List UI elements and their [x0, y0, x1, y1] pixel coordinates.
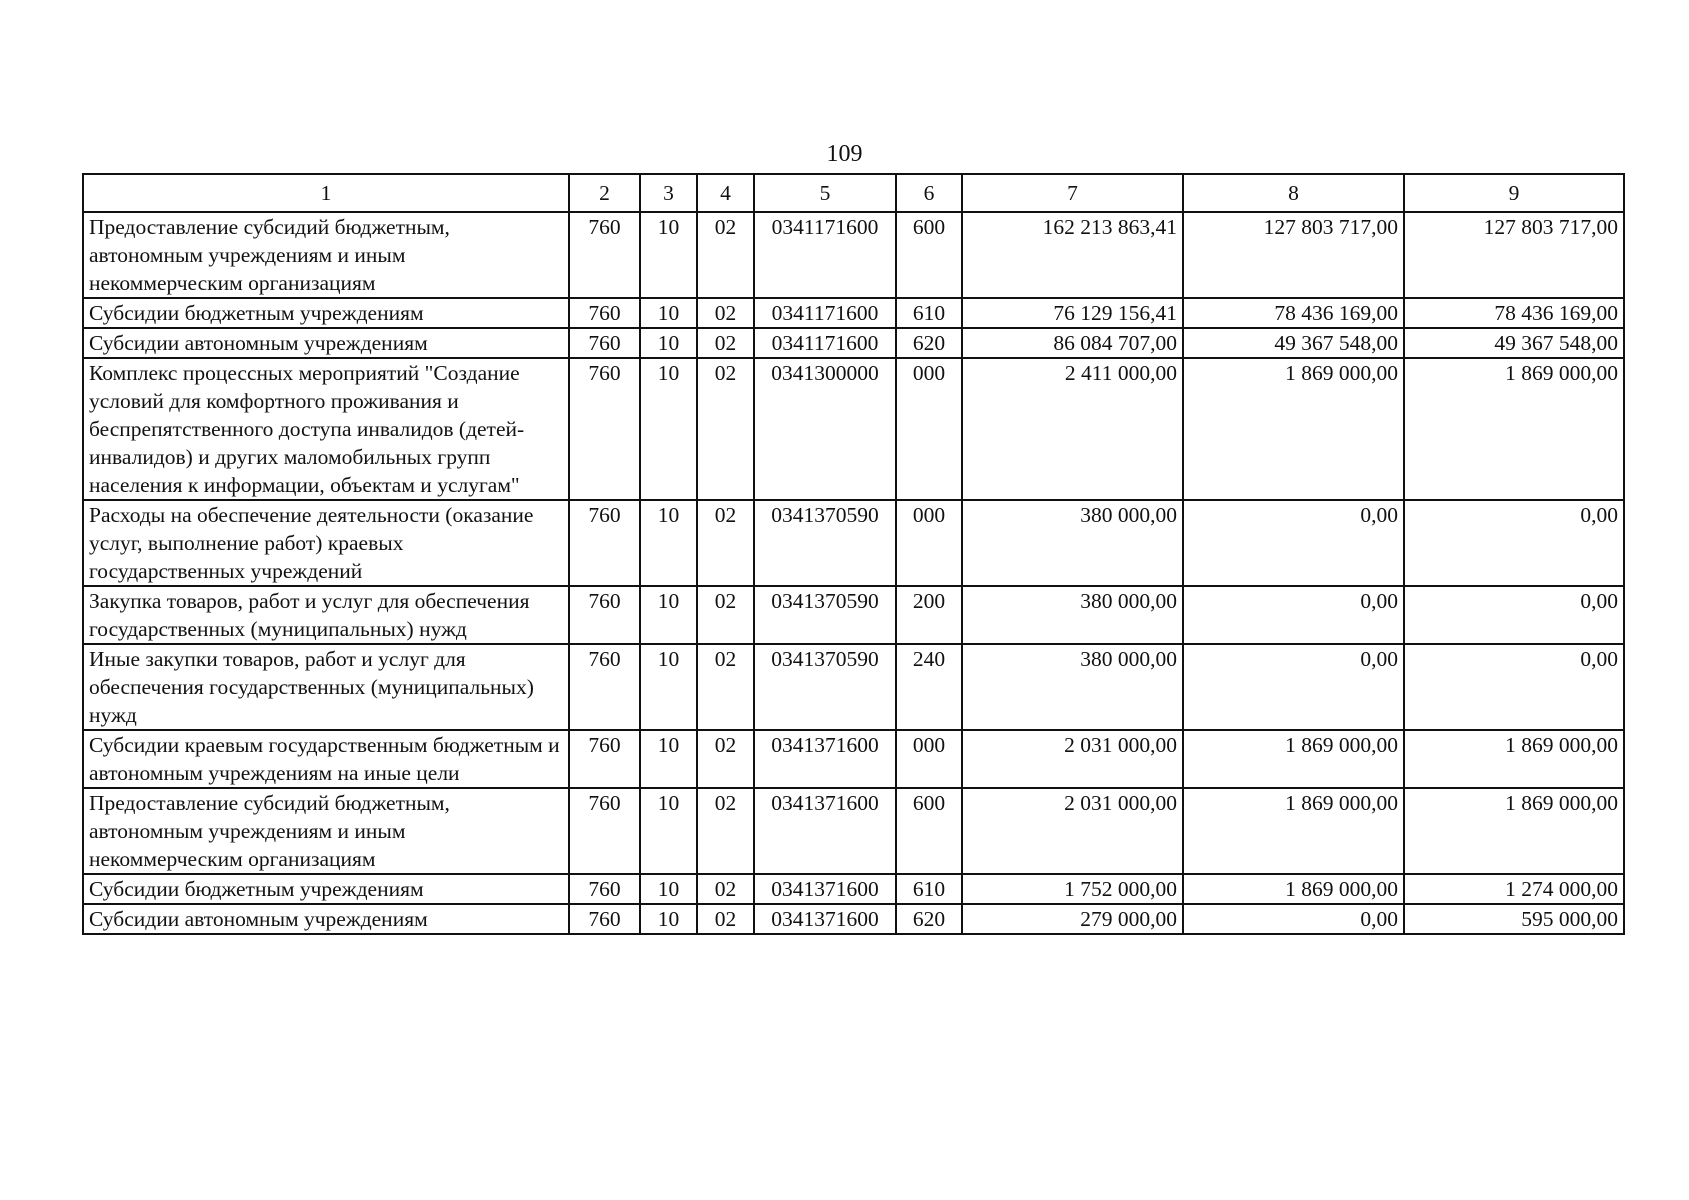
column-header: 9: [1404, 174, 1624, 212]
ministry-code: 760: [569, 500, 640, 586]
table-row: [83, 586, 1624, 644]
row-name: Расходы на обеспечение деятельности (оказание услуг, выполнение работ) краевых государственных учреждений: [83, 500, 569, 586]
subsection-code: 02: [697, 904, 754, 934]
target-article-code: 0341171600: [754, 328, 896, 358]
column-header: 4: [697, 174, 754, 212]
row-name: Субсидии краевым государственным бюджетным и автономным учреждениям на иные цели: [83, 730, 569, 788]
amount-col8: 1 869 000,00: [1183, 358, 1404, 500]
ministry-code: 760: [569, 358, 640, 500]
amount-col8: 0,00: [1183, 904, 1404, 934]
section-code: 10: [640, 874, 697, 904]
target-article-code: 0341370590: [754, 500, 896, 586]
target-article-code: 0341171600: [754, 212, 896, 298]
row-name: Иные закупки товаров, работ и услуг для обеспечения государственных (муниципальных) нужд: [83, 644, 569, 730]
amount-col8: 0,00: [1183, 644, 1404, 730]
target-article-code: 0341171600: [754, 298, 896, 328]
amount-col7: 2 031 000,00: [962, 788, 1183, 874]
expense-type-code: 620: [896, 328, 962, 358]
subsection-code: 02: [697, 358, 754, 500]
amount-col8: 0,00: [1183, 500, 1404, 586]
column-header: 3: [640, 174, 697, 212]
subsection-code: 02: [697, 328, 754, 358]
row-name: Субсидии автономным учреждениям: [83, 328, 569, 358]
amount-col9: 595 000,00: [1404, 904, 1624, 934]
amount-col9: 0,00: [1404, 500, 1624, 586]
section-code: 10: [640, 644, 697, 730]
column-header: 6: [896, 174, 962, 212]
expense-type-code: 600: [896, 788, 962, 874]
row-name: Субсидии автономным учреждениям: [83, 904, 569, 934]
target-article-code: 0341371600: [754, 730, 896, 788]
table-row: [83, 730, 1624, 788]
amount-col7: 279 000,00: [962, 904, 1183, 934]
ministry-code: 760: [569, 586, 640, 644]
amount-col8: 49 367 548,00: [1183, 328, 1404, 358]
amount-col9: 1 869 000,00: [1404, 788, 1624, 874]
table-row: [83, 500, 1624, 586]
expense-type-code: 610: [896, 874, 962, 904]
amount-col8: 1 869 000,00: [1183, 788, 1404, 874]
section-code: 10: [640, 358, 697, 500]
subsection-code: 02: [697, 874, 754, 904]
column-header: 1: [83, 174, 569, 212]
amount-col9: 78 436 169,00: [1404, 298, 1624, 328]
expense-type-code: 610: [896, 298, 962, 328]
table-row: [83, 212, 1624, 298]
row-name: Предоставление субсидий бюджетным, автономным учреждениям и иным некоммерческим организациям: [83, 788, 569, 874]
subsection-code: 02: [697, 500, 754, 586]
ministry-code: 760: [569, 328, 640, 358]
row-name: Субсидии бюджетным учреждениям: [83, 298, 569, 328]
amount-col7: 2 411 000,00: [962, 358, 1183, 500]
amount-col9: 127 803 717,00: [1404, 212, 1624, 298]
ministry-code: 760: [569, 874, 640, 904]
row-name: Субсидии бюджетным учреждениям: [83, 874, 569, 904]
amount-col8: 78 436 169,00: [1183, 298, 1404, 328]
amount-col8: 1 869 000,00: [1183, 730, 1404, 788]
amount-col9: 0,00: [1404, 586, 1624, 644]
row-name: Закупка товаров, работ и услуг для обеспечения государственных (муниципальных) нужд: [83, 586, 569, 644]
amount-col7: 1 752 000,00: [962, 874, 1183, 904]
section-code: 10: [640, 298, 697, 328]
table-row: [83, 358, 1624, 500]
expense-type-code: 620: [896, 904, 962, 934]
ministry-code: 760: [569, 788, 640, 874]
target-article-code: 0341300000: [754, 358, 896, 500]
subsection-code: 02: [697, 298, 754, 328]
ministry-code: 760: [569, 730, 640, 788]
ministry-code: 760: [569, 212, 640, 298]
amount-col9: 1 869 000,00: [1404, 730, 1624, 788]
amount-col7: 76 129 156,41: [962, 298, 1183, 328]
row-name: Комплекс процессных мероприятий "Создание условий для комфортного проживания и беспрепятственного доступа инвалидов (детей-инвалидов) и других маломобильных групп населения к информации, объектам и услугам": [83, 358, 569, 500]
table-row: [83, 644, 1624, 730]
amount-col9: 1 869 000,00: [1404, 358, 1624, 500]
section-code: 10: [640, 788, 697, 874]
table-row: [83, 788, 1624, 874]
section-code: 10: [640, 328, 697, 358]
amount-col8: 127 803 717,00: [1183, 212, 1404, 298]
section-code: 10: [640, 212, 697, 298]
table-row: [83, 874, 1624, 904]
amount-col9: 0,00: [1404, 644, 1624, 730]
amount-col8: 1 869 000,00: [1183, 874, 1404, 904]
subsection-code: 02: [697, 730, 754, 788]
target-article-code: 0341370590: [754, 644, 896, 730]
column-header: 2: [569, 174, 640, 212]
page-number: 109: [826, 141, 863, 167]
subsection-code: 02: [697, 644, 754, 730]
expense-type-code: 000: [896, 730, 962, 788]
amount-col7: 162 213 863,41: [962, 212, 1183, 298]
target-article-code: 0341370590: [754, 586, 896, 644]
column-header: 7: [962, 174, 1183, 212]
amount-col7: 380 000,00: [962, 644, 1183, 730]
section-code: 10: [640, 586, 697, 644]
expense-type-code: 000: [896, 500, 962, 586]
section-code: 10: [640, 730, 697, 788]
ministry-code: 760: [569, 644, 640, 730]
row-name: Предоставление субсидий бюджетным, автономным учреждениям и иным некоммерческим организациям: [83, 212, 569, 298]
amount-col9: 49 367 548,00: [1404, 328, 1624, 358]
subsection-code: 02: [697, 788, 754, 874]
column-header: 8: [1183, 174, 1404, 212]
amount-col7: 380 000,00: [962, 586, 1183, 644]
amount-col7: 2 031 000,00: [962, 730, 1183, 788]
expense-type-code: 000: [896, 358, 962, 500]
table-row: [83, 328, 1624, 358]
amount-col7: 86 084 707,00: [962, 328, 1183, 358]
target-article-code: 0341371600: [754, 904, 896, 934]
amount-col9: 1 274 000,00: [1404, 874, 1624, 904]
table-row: [83, 904, 1624, 934]
section-code: 10: [640, 500, 697, 586]
subsection-code: 02: [697, 212, 754, 298]
subsection-code: 02: [697, 586, 754, 644]
ministry-code: 760: [569, 904, 640, 934]
expense-type-code: 600: [896, 212, 962, 298]
ministry-code: 760: [569, 298, 640, 328]
column-header: 5: [754, 174, 896, 212]
table-row: [83, 298, 1624, 328]
target-article-code: 0341371600: [754, 788, 896, 874]
section-code: 10: [640, 904, 697, 934]
expense-type-code: 240: [896, 644, 962, 730]
target-article-code: 0341371600: [754, 874, 896, 904]
budget-table: [82, 173, 1625, 935]
expense-type-code: 200: [896, 586, 962, 644]
amount-col8: 0,00: [1183, 586, 1404, 644]
table-header-row: [83, 174, 1624, 212]
amount-col7: 380 000,00: [962, 500, 1183, 586]
